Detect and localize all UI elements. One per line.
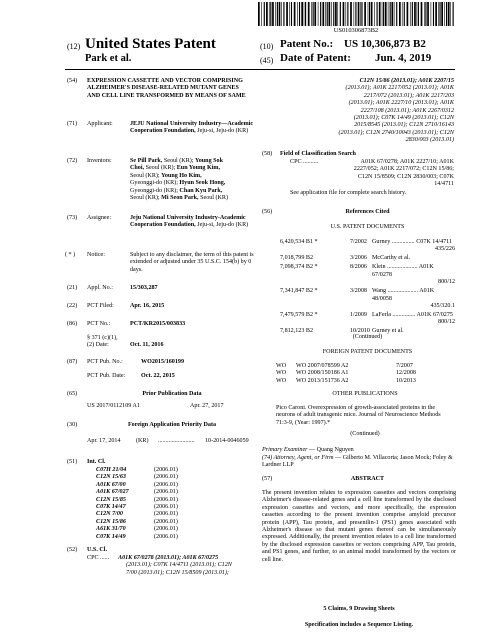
- field-search-cpc: [330, 159, 454, 189]
- cpc-line: (2013.01); A01K 2217/052 (2013.01); A01K: [345, 85, 454, 92]
- code-56: (56): [262, 209, 273, 215]
- barcode-bar: [444, 2, 445, 26]
- reference-date: 1/2009: [350, 312, 367, 319]
- sequence-listing-note: Specification includes a Sequence Listing.: [304, 622, 414, 628]
- section-371: § 371 (c)(1),: [87, 335, 118, 341]
- barcode-bar: [301, 2, 303, 26]
- assignee: [130, 215, 254, 230]
- barcode-bar: [448, 2, 450, 26]
- code-72: (72): [67, 158, 78, 164]
- us-reference-row: [280, 255, 455, 262]
- code-54: (54): [67, 78, 78, 84]
- applicant: [130, 121, 254, 136]
- int-cl-class: C07K 14/49: [96, 533, 126, 540]
- int-cl-heading: Int. Cl.: [87, 459, 106, 465]
- inventor-short: Park et al.: [85, 53, 132, 64]
- int-cl-version: (2006.01): [154, 467, 178, 473]
- int-cl-version: (2006.01): [154, 504, 178, 511]
- other-publications-continued: (Continued): [350, 431, 380, 437]
- foreign-priority-heading: Foreign Application Priority Data: [127, 422, 217, 428]
- barcode-bar: [258, 2, 260, 26]
- barcode-bar: [417, 2, 418, 26]
- barcode-bar: [407, 2, 409, 26]
- reference-detail: [366, 255, 455, 262]
- barcode-bar: [294, 2, 296, 26]
- barcode-bar: [450, 2, 451, 26]
- pct-pub-no: WO2015/160199: [141, 359, 184, 365]
- inventor-name: Hyun Seok Hong,: [179, 180, 226, 187]
- barcode-bar: [304, 2, 305, 26]
- reference-class: A01K 67/0275: [416, 312, 453, 319]
- reference-number: 7,098,374 B2 *: [280, 264, 318, 271]
- int-cl-row: [96, 526, 196, 533]
- foreign-patent-docs-heading: FOREIGN PATENT DOCUMENTS: [322, 349, 413, 355]
- barcode-bar: [361, 2, 362, 26]
- pct-no-label: PCT No.:: [87, 321, 111, 327]
- barcode-bar: [266, 2, 268, 26]
- barcode-bar: [412, 2, 413, 26]
- us-reference-row: [280, 312, 455, 327]
- barcode-bar: [394, 2, 395, 26]
- barcode-bar: [289, 2, 290, 26]
- foreign-number: WO 2008/150186 A1: [296, 370, 349, 377]
- pct-pub-no-label: PCT Pub. No.:: [87, 359, 123, 365]
- invention-title: EXPRESSION CASSETTE AND VECTOR COMPRISING ALZHEIMER'S DISEASE-RELATED MUTANT GENES AND CELL LINE TRANSFORMED BY MEANS OF SAME: [87, 78, 246, 99]
- prior-publication-heading: Prior Publication Data: [142, 391, 202, 397]
- reference-name: LaFerla: [372, 312, 391, 319]
- field-search-line: 2227/052; A01K 2217/072; C12N 15/86;: [353, 166, 454, 173]
- barcode-bar: [396, 2, 397, 26]
- attorney: [262, 455, 456, 470]
- cpc-line: 2015/8545 (2013.01); C12N 2710/16143: [354, 122, 454, 129]
- barcode-bar: [286, 2, 288, 26]
- reference-name: Gurney et al.: [372, 328, 404, 335]
- reference-subclass: 800/12: [438, 319, 455, 326]
- barcode-bar: [421, 2, 423, 26]
- reference-subclass: 435/320.1: [430, 303, 455, 310]
- inventor-place: Seoul (KR);: [144, 165, 177, 172]
- us-cl-cpc-label: CPC ......: [87, 555, 110, 561]
- barcode-bar: [438, 2, 439, 26]
- barcode-bar: [322, 2, 324, 26]
- patent-number: US 10,306,873 B2: [344, 38, 426, 50]
- inventors-label: Inventors:: [87, 158, 112, 164]
- barcode-bar: [385, 2, 387, 26]
- field-search-cpc-label: CPC ..........: [290, 159, 319, 165]
- foreign-number: WO 2013/151736 A2: [296, 377, 349, 384]
- header-rule: [65, 69, 455, 70]
- foreign-number: WO 2007/078599 A2: [296, 363, 349, 369]
- barcode-bar: [371, 2, 373, 26]
- patent-date: Jun. 4, 2019: [375, 52, 432, 64]
- appl-no: 15/303,287: [130, 285, 158, 291]
- barcode-bar: [279, 2, 281, 26]
- barcode-bar: [275, 2, 276, 26]
- int-cl-version: (2006.01): [154, 511, 178, 518]
- inventor-line: [130, 165, 258, 172]
- barcode-bar: [453, 2, 454, 26]
- inventor-place: Seoul (KR): [198, 195, 229, 202]
- barcode-bar: [414, 2, 416, 26]
- foreign-reference-row: [276, 363, 454, 370]
- barcode-bar: [433, 2, 434, 26]
- barcode-bar: [364, 2, 366, 26]
- other-publications-heading: OTHER PUBLICATIONS: [332, 391, 398, 397]
- barcode-bar: [390, 2, 391, 26]
- reference-line: [366, 239, 455, 246]
- barcode-bar: [377, 2, 378, 26]
- reference-name: Klein: [372, 264, 386, 271]
- inventor-name: Young Sok: [195, 158, 223, 164]
- us-cl-cpc: [118, 555, 258, 577]
- int-cl-row: [96, 504, 196, 511]
- reference-detail: [366, 288, 455, 310]
- us-reference-row: [280, 264, 455, 286]
- reference-name: Gurney: [372, 239, 391, 245]
- us-reference-row: [280, 288, 455, 310]
- barcode-bar: [272, 2, 274, 26]
- reference-class: C07K 14/4711: [416, 239, 453, 245]
- barcode-bar: [379, 2, 381, 26]
- applicant-name: JEJU National University Industry—Academic Cooperation Foundation,: [130, 121, 254, 135]
- barcode-bar: [424, 2, 425, 26]
- applicant-place: Jeju-si, Jeju-do (KR): [197, 128, 249, 135]
- int-cl-class: C07H 21/04: [96, 467, 127, 473]
- barcode-bar: [435, 2, 437, 26]
- pct-filed-label: PCT Filed:: [87, 303, 114, 309]
- barcode-bar: [382, 2, 383, 26]
- references-heading: References Cited: [345, 209, 390, 215]
- barcode-bar: [383, 2, 384, 26]
- foreign-reference-row: [276, 378, 454, 385]
- reference-subclass: 800/12: [438, 279, 455, 286]
- inventor-name: Se Pill Park,: [130, 158, 163, 164]
- reference-line: [366, 255, 455, 262]
- references-continued: (Continued): [352, 334, 383, 340]
- code-87: (87): [67, 359, 78, 365]
- barcode: [258, 2, 454, 26]
- code-65: (65): [67, 391, 78, 397]
- int-cl-class: A01K 67/027: [96, 489, 129, 496]
- barcode-bar: [291, 2, 292, 26]
- attorney-label: (74) Attorney, Agent, or Firm: [262, 455, 334, 461]
- code-73: (73): [67, 215, 78, 221]
- reference-dots: ...............: [391, 239, 415, 245]
- int-cl-row: [96, 482, 196, 489]
- barcode-bar: [343, 2, 345, 26]
- foreign-country: WO: [276, 377, 287, 384]
- inventor-place: Seoul (KR);: [162, 158, 196, 164]
- code-22: (22): [67, 303, 78, 309]
- field-search-note: See application file for complete search history.: [290, 190, 407, 196]
- barcode-bar: [354, 2, 355, 26]
- appl-no-label: Appl. No.:: [87, 285, 113, 291]
- barcode-bar: [346, 2, 347, 26]
- reference-dots: ....................: [387, 288, 419, 295]
- barcode-bar: [261, 2, 262, 26]
- us-reference-row: [280, 239, 455, 254]
- reference-number: 7,479,579 B2 *: [280, 312, 318, 319]
- cpc-line: (2013.01); C07K 14/49 (2013.01); C12N: [353, 115, 454, 122]
- code-10: (10): [260, 42, 274, 51]
- barcode-bar: [327, 2, 328, 26]
- barcode-bar: [446, 2, 447, 26]
- reference-number: 7,018,799 B2: [280, 255, 314, 262]
- reference-date: 7/2002: [350, 239, 367, 245]
- inventor-place: Seoul (KR);: [130, 195, 162, 202]
- int-cl-class: C12N 15/63: [96, 474, 126, 481]
- reference-line: [366, 264, 455, 279]
- barcode-bar: [404, 2, 405, 26]
- examiner: [262, 447, 456, 454]
- barcode-bar: [333, 2, 334, 26]
- foreign-references: [276, 363, 454, 385]
- us-references: [280, 239, 455, 337]
- priority-dots: ........................: [158, 438, 195, 444]
- int-cl-version: (2006.01): [154, 526, 178, 533]
- attorney-name: — Gilberto M. Villacorta; Jason Mock; Foley & Lardner LLP: [262, 455, 453, 469]
- abstract-text: The present invention relates to expression cassettes and vectors comprising Alzheimer's disease-related genes and a cell line transformed by the disclosed expression cassettes and vectors, and more specifically, the expression cassettes according to the present invention comprise amyloid precursor protein (APP), Tau protein, and presenilin-1 (PS1) genes associated with Alzheimer's disease so that mutant genes thereof can be simultaneously expressed. Additionally, the present invention relates to a cell line transformed by the disclosed expression cassettes or vectors comprising APP, Tau protein, and PS1 genes, and further, to an animal model transformed by the vectors or cell line.: [262, 490, 456, 563]
- inventor-place: Gyeonggi-do (KR);: [130, 180, 180, 187]
- cpc-line: (2013.01); C12N 2740/10043 (2013.01); C12N: [338, 129, 454, 136]
- int-cl-class: C12N 7/00: [96, 511, 123, 518]
- barcode-bar: [331, 2, 332, 26]
- inventor-place: Seoul (KR);: [130, 172, 162, 179]
- reference-date: 10/2010: [350, 328, 370, 335]
- barcode-bar: [313, 2, 314, 26]
- reference-date: 3/2008: [350, 288, 367, 295]
- barcode-bar: [347, 2, 348, 26]
- field-search-line: 14/4711: [434, 181, 454, 188]
- code-86: (86): [67, 321, 78, 327]
- code-45: (45): [260, 56, 274, 65]
- barcode-bar: [305, 2, 306, 26]
- assignee-place: Jeju-si, Jeju-do (KR): [197, 222, 249, 229]
- pct-pub-date-label: PCT Pub. Date:: [87, 373, 126, 379]
- int-cl-class: A61K 31/70: [96, 526, 126, 533]
- reference-number: 7,341,847 B2 *: [280, 288, 318, 295]
- barcode-bar: [418, 2, 419, 26]
- cpc-continuation: [276, 78, 454, 145]
- barcode-bar: [358, 2, 360, 26]
- date-label: Date of Patent:: [280, 52, 351, 64]
- document-title: United States Patent: [85, 36, 216, 52]
- assignee-name: Jeju National University Industry-Academic Cooperation Foundation,: [130, 215, 246, 229]
- other-publications-text: Pico Caroni. Overexpression of growth-associated proteins in the neurons of adult transgenic mice. Journal of Neuroscience Methods 71:3-9, (Year: 1997).*: [276, 405, 441, 426]
- int-cl-list: [96, 467, 196, 541]
- code-12: (12): [67, 42, 81, 51]
- barcode-bar: [355, 2, 356, 26]
- inventor-name: Choi,: [130, 165, 145, 172]
- claims-count: 5 Claims, 9 Drawing Sheets: [323, 606, 395, 612]
- section-371-date-label: (2) Date:: [87, 342, 109, 348]
- field-search-line: C12N 15/8509; C12N 2830/003; C07K: [357, 173, 454, 180]
- int-cl-version: (2006.01): [154, 489, 178, 496]
- barcode-bar: [281, 2, 282, 26]
- code-21: (21): [67, 285, 78, 291]
- inventor-place: Gyeonggi-do (KR);: [130, 187, 180, 194]
- code-71: (71): [67, 121, 78, 127]
- int-cl-class: C12N 15/86: [96, 518, 126, 525]
- prior-publication-date: Apr. 27, 2017: [190, 403, 224, 409]
- int-cl-row: [96, 474, 196, 481]
- barcode-bar: [277, 2, 278, 26]
- cpc-line: 2830/003 (2013.01): [405, 137, 454, 144]
- barcode-bar: [337, 2, 338, 26]
- reference-name: Wang: [372, 288, 387, 295]
- int-cl-version: (2006.01): [154, 496, 178, 503]
- reference-line: [366, 312, 455, 319]
- inventor-name: Mi Seon Park,: [161, 195, 199, 202]
- inventor-name: Young Ho Kim,: [161, 172, 202, 179]
- reference-name: McCarthy et al.: [372, 255, 411, 262]
- assignee-label: Assignee:: [87, 215, 112, 221]
- barcode-bar: [299, 2, 300, 26]
- barcode-bar: [297, 2, 298, 26]
- barcode-bar: [410, 2, 411, 26]
- inventor-line: [130, 195, 258, 202]
- barcode-bar: [441, 2, 443, 26]
- code-52: (52): [67, 547, 78, 553]
- reference-class: A01K 48/0058: [372, 288, 435, 302]
- barcode-bar: [388, 2, 389, 26]
- us-cl-line-1: A01K 67/0278 (2013.01); A01K 67/0275: [118, 555, 219, 561]
- barcode-bar: [391, 2, 393, 26]
- inventor-name: Chan Kyu Park,: [179, 187, 223, 194]
- reference-line: [366, 288, 455, 303]
- cpc-line: 2227/108 (2013.01); A01K 2267/0312: [360, 107, 454, 114]
- reference-date: 3/2006: [350, 255, 367, 262]
- barcode-bar: [340, 2, 341, 26]
- examiner-name: — Quang Nguyen: [307, 447, 354, 453]
- notice-text: Subject to any disclaimer, the term of this patent is extended or adjusted under 35 U.S.C. 154(b) by 0 days.: [130, 252, 254, 273]
- barcode-bar: [427, 2, 429, 26]
- us-cl-heading: U.S. Cl.: [87, 547, 107, 553]
- reference-dots: ....................: [387, 264, 418, 271]
- reference-detail: [366, 264, 455, 286]
- examiner-label: Primary Examiner: [262, 447, 308, 453]
- applicant-label: Applicant:: [87, 121, 113, 127]
- barcode-bar: [431, 2, 432, 26]
- cpc-line: C12N 15/86 (2013.01); A01K 2207/15: [359, 78, 454, 84]
- abstract-heading: ABSTRACT: [350, 476, 385, 482]
- code-57: (57): [262, 476, 273, 482]
- barcode-bar: [320, 2, 321, 26]
- barcode-number: US010306873B2: [333, 27, 379, 34]
- foreign-date: 12/2008: [396, 370, 416, 377]
- pct-no: PCT/KR2015/003833: [130, 321, 186, 327]
- int-cl-row: [96, 511, 196, 518]
- reference-subclass: 435/226: [435, 246, 455, 253]
- reference-date: 8/2006: [350, 264, 367, 271]
- int-cl-row: [96, 497, 196, 504]
- cpc-line: 2217/072 (2013.01); A01K 2217/203: [363, 92, 454, 99]
- foreign-reference-row: [276, 370, 454, 377]
- field-search-line: A01K 67/0278; A01K 2227/10; A01K: [360, 159, 454, 165]
- reference-number: 6,420,534 B1 *: [280, 239, 318, 245]
- code-51: (51): [67, 459, 78, 465]
- int-cl-class: A01K 67/00: [96, 481, 126, 488]
- barcode-bar: [369, 2, 370, 26]
- code-58: (58): [262, 151, 273, 157]
- inventor-name: Eun Young Kim,: [176, 165, 221, 172]
- reference-detail: [366, 312, 455, 327]
- barcode-bar: [360, 2, 361, 26]
- us-cl-line-3: 7/00 (2013.01); C12N 15/8509 (2013.01);: [126, 569, 229, 576]
- int-cl-row: [96, 519, 196, 526]
- int-cl-class: C12N 15/85: [96, 496, 126, 503]
- inventor-line: [130, 188, 258, 195]
- barcode-bar: [264, 2, 265, 26]
- barcode-bar: [425, 2, 426, 26]
- pct-filed: Apr. 16, 2015: [130, 303, 165, 309]
- priority-country: (KR): [136, 438, 149, 444]
- priority-date: Apr. 17, 2014: [87, 438, 121, 444]
- code-30: (30): [67, 422, 78, 428]
- patent-no-label: Patent No.:: [280, 38, 334, 50]
- field-search-heading: Field of Classification Search: [280, 151, 356, 157]
- barcode-bar: [368, 2, 369, 26]
- int-cl-row: [96, 534, 196, 541]
- int-cl-class: C07K 14/47: [96, 504, 126, 511]
- barcode-bar: [283, 2, 284, 26]
- inventor-line: [130, 180, 258, 187]
- foreign-date: 10/2013: [396, 377, 416, 384]
- foreign-country: WO: [276, 363, 287, 369]
- reference-number: 7,812,123 B2: [280, 328, 314, 335]
- int-cl-row: [96, 467, 196, 474]
- barcode-bar: [270, 2, 271, 26]
- barcode-bar: [439, 2, 440, 26]
- int-cl-version: (2006.01): [154, 533, 178, 540]
- barcode-bar: [314, 2, 316, 26]
- inventors: [130, 158, 258, 202]
- us-patent-docs-heading: U.S. PATENT DOCUMENTS: [330, 224, 405, 230]
- priority-number: 10-2014-0046059: [205, 438, 249, 444]
- pct-pub-date: Oct. 22, 2015: [141, 373, 175, 379]
- prior-publication-number: US 2017/0112109 A1: [87, 403, 140, 409]
- barcode-bar: [374, 2, 375, 26]
- barcode-bar: [329, 2, 331, 26]
- barcode-bar: [335, 2, 337, 26]
- reference-class: A01K 67/0278: [372, 264, 434, 278]
- barcode-bar: [350, 2, 352, 26]
- foreign-date: 7/2007: [396, 363, 413, 369]
- barcode-bar: [399, 2, 401, 26]
- int-cl-version: (2006.01): [154, 518, 178, 525]
- notice-label: Notice:: [87, 252, 105, 258]
- foreign-country: WO: [276, 370, 287, 377]
- barcode-bar: [402, 2, 403, 26]
- reference-detail: [366, 239, 455, 254]
- int-cl-version: (2006.01): [154, 481, 178, 488]
- reference-dots: ...............: [392, 312, 416, 319]
- barcode-bar: [325, 2, 326, 26]
- us-cl-line-2: (2013.01); C07K 14/4711 (2013.01); C12N: [126, 562, 232, 569]
- int-cl-row: [96, 489, 196, 496]
- int-cl-version: (2006.01): [154, 474, 178, 481]
- cpc-line: (2013.01); A01K 2227/10 (2013.01); A01K: [348, 100, 454, 107]
- barcode-bar: [318, 2, 319, 26]
- section-371-date: Oct. 11, 2016: [130, 342, 164, 348]
- barcode-bar: [311, 2, 312, 26]
- barcode-bar: [269, 2, 270, 26]
- code-notice: ( * ): [65, 252, 76, 258]
- barcode-bar: [308, 2, 310, 26]
